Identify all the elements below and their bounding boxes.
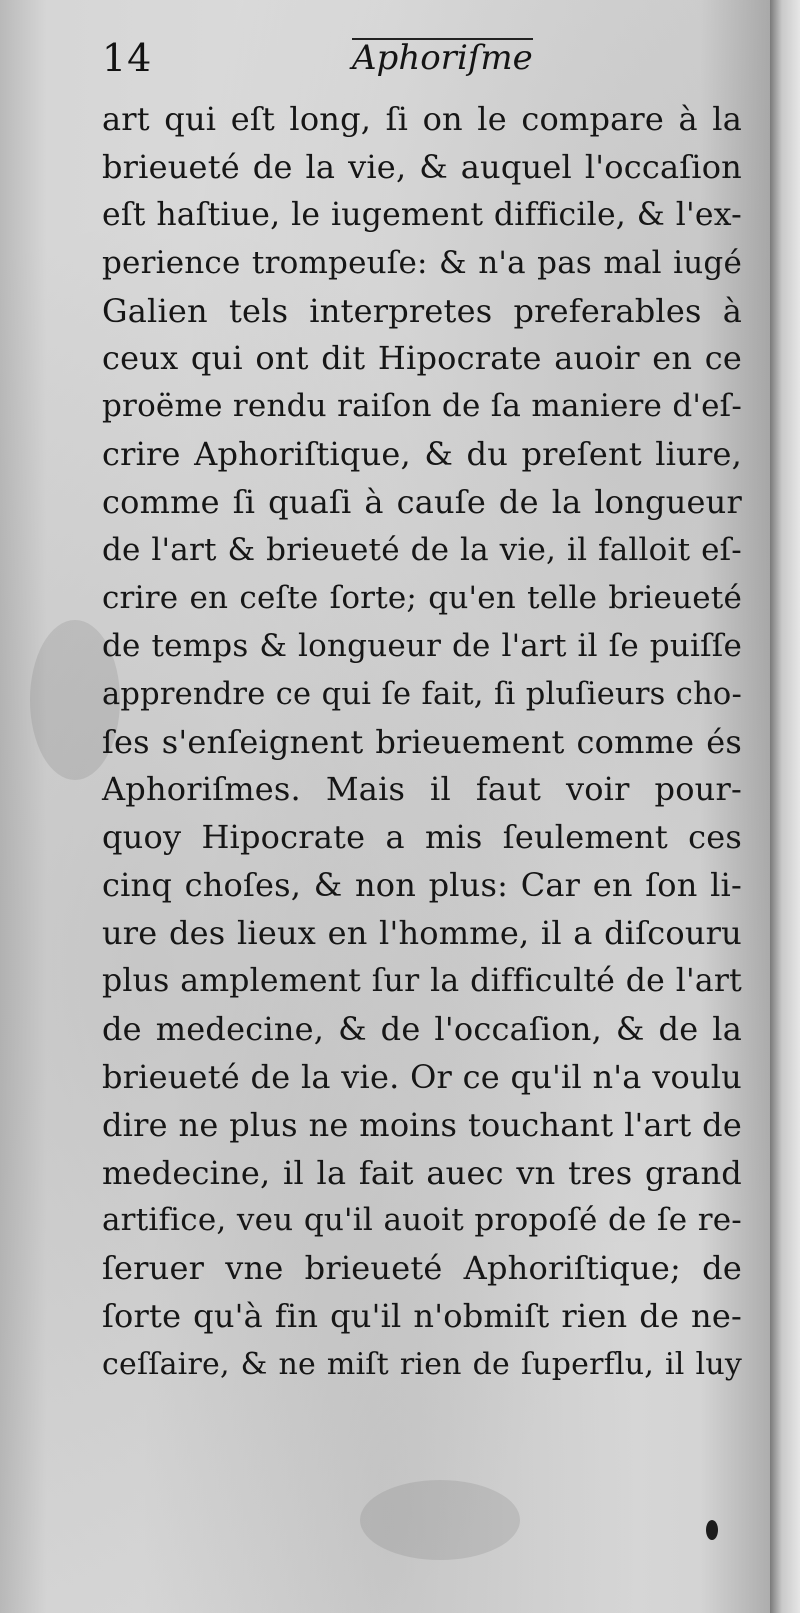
text-line: ſorte qu'à fin qu'il n'obmiſt rien de ne- bbox=[102, 1297, 742, 1336]
text-line: brieueté de la vie, & auquel l'occaſion bbox=[102, 147, 742, 186]
paper-stain bbox=[360, 1480, 520, 1560]
ink-mark bbox=[706, 1520, 718, 1540]
text-line: de medecine, & de l'occaſion, & de la bbox=[102, 1009, 742, 1048]
text-line: ſeruer vne brieueté Aphoriſtique; de bbox=[102, 1249, 742, 1288]
text-line: medecine, il la fait auec vn tres grand bbox=[102, 1153, 742, 1192]
running-head: Aphoriſme bbox=[352, 38, 533, 78]
text-line: ure des lieux en l'homme, il a diſcouru bbox=[102, 914, 742, 953]
text-line: brieueté de la vie. Or ce qu'il n'a voulu bbox=[102, 1057, 742, 1096]
text-line: de temps & longueur de l'art il ſe puiſſe bbox=[102, 627, 742, 664]
text-line: crire Aphoriſtique, & du preſent liure, bbox=[102, 435, 742, 474]
page-header bbox=[102, 36, 742, 96]
page-edge-shadow bbox=[770, 0, 800, 1613]
text-line: artifice, veu qu'il auoit propoſé de ſe re- bbox=[102, 1202, 742, 1239]
page-number: 14 bbox=[102, 36, 153, 80]
text-line: cinq choſes, & non plus: Car en ſon li- bbox=[102, 866, 742, 905]
text-line: Aphoriſmes. Mais il faut voir pour- bbox=[102, 770, 742, 809]
text-line: crire en ceſte ſorte; qu'en telle brieueté bbox=[102, 579, 742, 616]
text-line: Galien tels interpretes preferables à bbox=[102, 291, 742, 330]
body-text bbox=[102, 96, 742, 1389]
text-line: eſt haſtiue, le iugement difficile, & l'ex- bbox=[102, 196, 742, 233]
text-line: comme ſi quaſi à cauſe de la longueur bbox=[102, 483, 742, 522]
text-line: dire ne plus ne moins touchant l'art de bbox=[102, 1105, 742, 1144]
text-line: quoy Hipocrate a mis ſeulement ces bbox=[102, 818, 742, 857]
text-line: ceux qui ont dit Hipocrate auoir en ce bbox=[102, 339, 742, 378]
text-line: de l'art & brieueté de la vie, il falloit eſ- bbox=[102, 532, 742, 569]
text-line: perience trompeuſe: & n'a pas mal iugé bbox=[102, 244, 742, 281]
text-line: plus amplement ſur la difficulté de l'art bbox=[102, 963, 742, 1000]
text-line: art qui eſt long, ſi on le compare à la bbox=[102, 100, 742, 138]
text-line: apprendre ce qui ſe fait, ſi pluſieurs cho- bbox=[102, 676, 742, 712]
text-line: ſes s'enſeignent brieuement comme és bbox=[102, 722, 742, 761]
text-line: ceſſaire, & ne miſt rien de ſuperflu, il luy bbox=[102, 1347, 742, 1383]
text-line: proëme rendu raiſon de ſa maniere d'eſ- bbox=[102, 388, 742, 425]
